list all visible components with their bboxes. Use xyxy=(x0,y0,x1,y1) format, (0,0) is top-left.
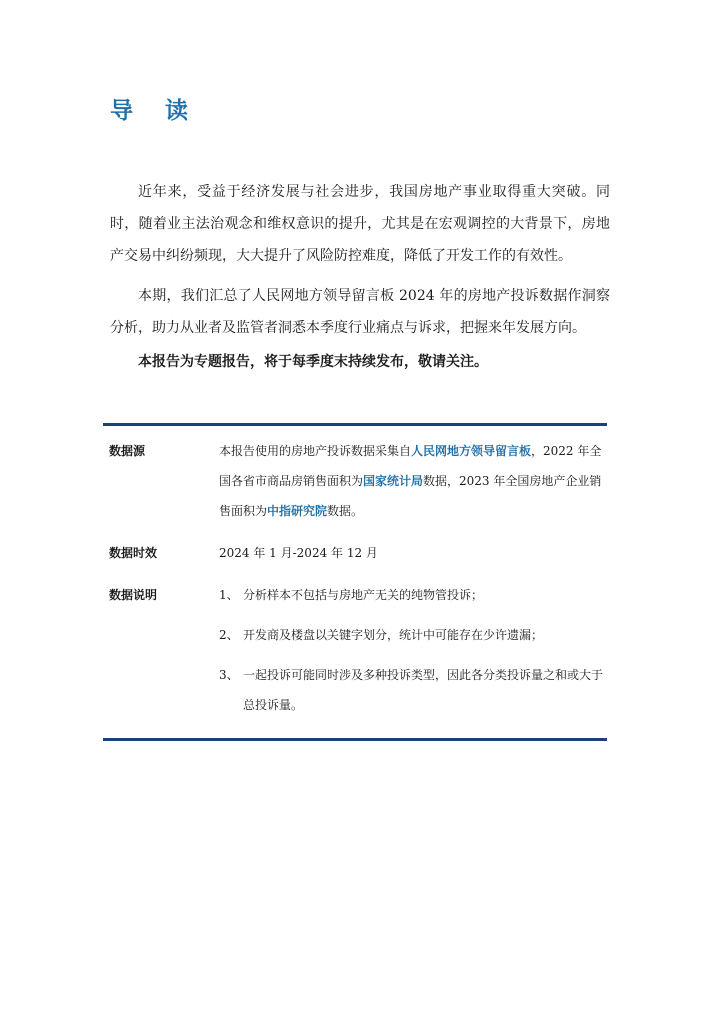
data-notes-list xyxy=(219,580,607,730)
data-source-row xyxy=(103,436,607,526)
data-source-label: 数据源 xyxy=(109,444,146,458)
page-title: 导 读 xyxy=(110,98,201,124)
source-link-stats-bureau: 国家统计局 xyxy=(363,474,424,488)
data-source-text xyxy=(219,436,607,526)
data-timeframe-label: 数据时效 xyxy=(109,546,158,560)
data-notes-label: 数据说明 xyxy=(109,588,158,602)
note-text: 开发商及楼盘以关键字划分，统计中可能存在少许遗漏； xyxy=(243,628,544,642)
intro-paragraph-2: 本期，我们汇总了人民网地方领导留言板 2024 年的房地产投诉数据作洞察分析，助力从业者及监管者洞悉本季度行业痛点与诉求，把握来年发展方向。 xyxy=(110,288,610,336)
data-timeframe-row xyxy=(103,538,607,568)
source-text-3: 数据，2023 年全国房地产企业销售面积为 xyxy=(219,474,602,518)
note-number: 3、 xyxy=(219,668,239,682)
source-text-4: 数据。 xyxy=(327,504,364,518)
note-item xyxy=(219,580,607,610)
note-item xyxy=(219,620,607,650)
source-link-cric: 中指研究院 xyxy=(267,504,328,518)
note-number: 2、 xyxy=(219,628,239,642)
source-text-2: ，2022 年全国各省市商品房销售面积为 xyxy=(219,444,602,488)
release-notice: 本报告为专题报告，将于每季度末持续发布，敬请关注。 xyxy=(138,354,488,370)
note-item xyxy=(219,660,607,720)
source-text-1: 本报告使用的房地产投诉数据采集自 xyxy=(219,444,412,458)
data-notes-row xyxy=(103,580,607,730)
intro-paragraph-1: 近年来，受益于经济发展与社会进步，我国房地产事业取得重大突破。同时，随着业主法治观念和维权意识的提升，尤其是在宏观调控的大背景下，房地产交易中纠纷频现，大大提升了风险防控难度，降低了开发工作的有效性。 xyxy=(110,184,610,264)
note-text: 一起投诉可能同时涉及多种投诉类型，因此各分类投诉量之和或大于总投诉量。 xyxy=(243,668,604,712)
source-link-people-daily: 人民网地方领导留言板 xyxy=(411,444,532,458)
note-number: 1、 xyxy=(219,588,239,602)
data-info-table xyxy=(103,423,607,741)
note-text: 分析样本不包括与房地产无关的纯物管投诉； xyxy=(243,588,484,602)
data-timeframe-value: 2024 年 1 月-2024 年 12 月 xyxy=(219,546,378,560)
